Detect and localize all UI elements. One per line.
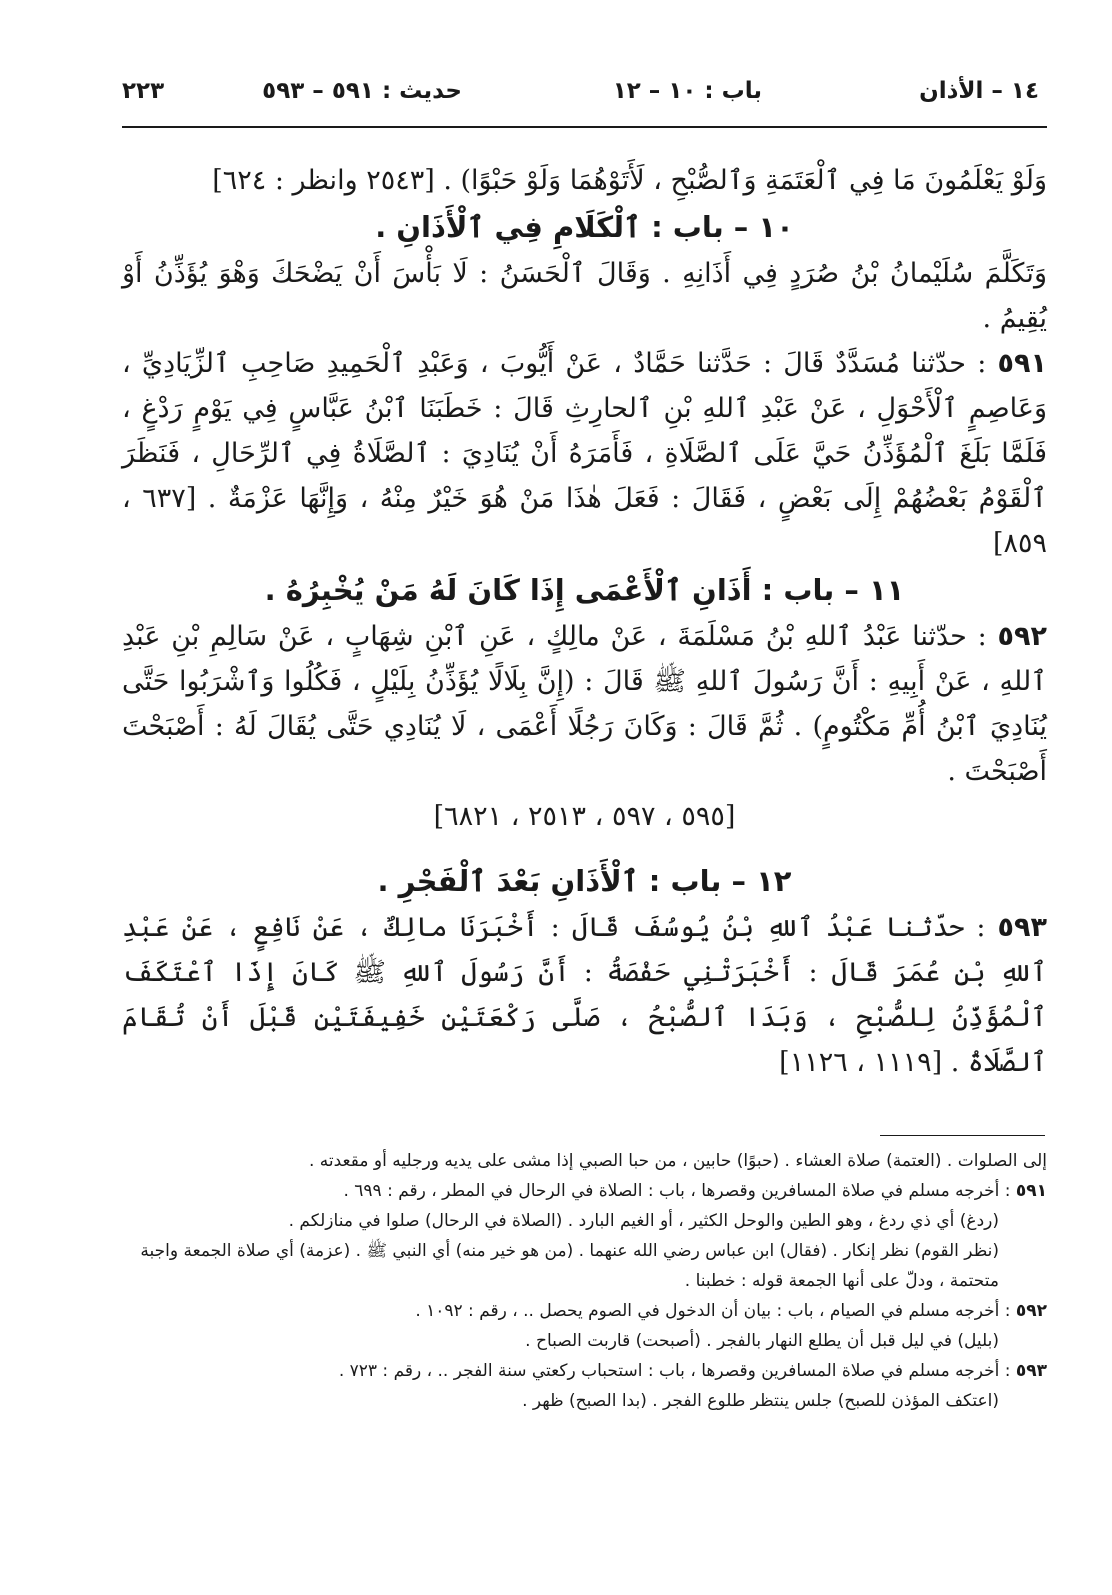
footnote-592-gloss: (بليل) في ليل قبل أن يطلع النهار بالفجر . (أصبحت) قاربت الصباح .	[525, 1331, 999, 1351]
footnote-592-text: : أخرجه مسلم في الصيام ، باب : بيان أن الدخول في الصوم يحصل .. ، رقم : ١٠٩٢ .	[415, 1301, 1011, 1321]
hadith-591-text: : حدّثنا مُسَدَّدٌ قَالَ : حَدَّثنا حَمَّادٌ ، عَنْ أَيُّوبَ ، وَعَبْدِ ٱلْحَمِيدِ صَاحِبِ ٱلزِّيَادِيِّ ، وَعَاصِمٍ ٱلْأَحْوَلِ ، عَنْ عَبْدِ ٱللهِ بْنِ ٱلحارِثِ قَالَ : خَطَبَنَا ٱبْنُ عَبَّاسٍ فِي يَوْمٍ رَدْغٍ ، فَلَمَّا بَلَغَ ٱلْمُؤَذِّنُ حَيَّ عَلَى ٱلصَّلَاةِ ، فَأَمَرَهُ أَنْ يُنَادِيَ : ٱلصَّلَاةُ فِي ٱلرِّحَالِ ، فَنَظَرَ ٱلْقَوْمُ بَعْضُهُمْ إِلَى بَعْضٍ ، فَقَالَ : فَعَلَ هٰذَا مَنْ هُوَ خَيْرٌ مِنْهُ ، وَإِنَّهَا عَزْمَةٌ . [٦٣٧ ، ٨٥٩]	[122, 348, 1048, 559]
hadith-591-number: ٥٩١	[997, 348, 1047, 379]
page-number: ٢٢٣	[122, 78, 165, 104]
footnote-593-text: : أخرجه مسلم في صلاة المسافرين وقصرها ، باب : استحباب ركعتي سنة الفجر .. ، رقم : ٧٢٣ .	[338, 1361, 1011, 1381]
footnote-line: إلى الصلوات . (العتمة) صلاة العشاء . (حبوًا) حابين ، من حبا الصبي إذا مشى على يديه ورجليه أو مقعدته .	[308, 1151, 1047, 1171]
chapter-12-heading: ١٢ – باب : ٱلْأَذَانِ بَعْدَ ٱلْفَجْرِ .	[377, 864, 792, 898]
chapter-10-intro: وَتَكَلَّمَ سُلَيْمانُ بْنُ صُرَدٍ فِي أَذَانِهِ . وَقَالَ ٱلْحَسَنُ : لَا بَأْسَ أَنْ يَضْحَكَ وَهْوَ يُؤَذِّنُ أَوْ يُقِيمُ .	[122, 258, 1047, 334]
opening-line: وَلَوْ يَعْلَمُونَ مَا فِي ٱلْعَتَمَةِ وَٱلصُّبْحِ ، لَأَتَوْهُمَا وَلَوْ حَبْوًا) . [٢٥٤٣ وانظر : ٦٢٤]	[212, 165, 1047, 196]
section-spacer	[122, 839, 1047, 857]
header-bab: باب : ١٠ – ١٢	[612, 78, 762, 104]
footnote-593-number: ٥٩٣	[1015, 1361, 1047, 1381]
hadith-591	[122, 341, 1047, 566]
footnote-divider	[880, 1135, 1045, 1136]
header-chapter: ١٤ – الأذان	[919, 78, 1039, 104]
footnote-591-gloss-1: (ردغ) أي ذي ردغ ، وهو الطين والوحل الكثير ، أو الغيم البارد . (الصلاة في الرحال) صلوا في منازلكم .	[288, 1211, 999, 1231]
running-head	[122, 72, 1047, 114]
footnote-592	[122, 1296, 1047, 1326]
hadith-592-text: : حدّثنا عَبْدُ ٱللهِ بْنُ مَسْلَمَةَ ، عَنْ مالِكٍ ، عَنِ ٱبْنِ شِهَابٍ ، عَنْ سَالِمِ بْنِ عَبْدِ ٱللهِ ، عَنْ أَبِيهِ : أَنَّ رَسُولَ ٱللهِ ﷺ قَالَ : (إِنَّ بِلَالًا يُؤَذِّنُ بِلَيْلٍ ، فَكُلُوا وَٱشْرَبُوا حَتَّى يُنَادِيَ ٱبْنُ أُمِّ مَكْتُومٍ) . ثُمَّ قَالَ : وَكَانَ رَجُلًا أَعْمَى ، لَا يُنَادِي حَتَّى يُقَالَ لَهُ : أَصْبَحْتَ أَصْبَحْتَ .	[122, 621, 1047, 787]
header-hadith: حديث : ٥٩١ – ٥٩٣	[262, 78, 462, 104]
hadith-592	[122, 614, 1047, 794]
hadith-592-refs: [٥٩٥ ، ٥٩٧ ، ٢٥١٣ ، ٦٨٢١]	[433, 801, 736, 832]
footnotes	[122, 1146, 1047, 1416]
footnote-591-gloss-2: (نظر القوم) نظر إنكار . (فقال) ابن عباس رضي الله عنهما . (من هو خير منه) أي النبي ﷺ . (عزمة) أي صلاة الجمعة واجبة متحتمة ، ودلّ على أنها الجمعة قوله : خطبنا .	[140, 1241, 999, 1291]
hadith-593-text: : حدّثنا عَبْدُ ٱللهِ بْنُ يُوسُفَ قَالَ : أَخْبَرَنَا مالِكٌ ، عَنْ نَافِعٍ ، عَنْ عَبْدِ ٱللهِ بْنِ عُمَرَ قَالَ : أَخْبَرَتْنِي حَفْصَةُ : أَنَّ رَسُولَ ٱللهِ ﷺ كَانَ إِذَا ٱعْتَكَفَ ٱلْمُؤَذِّنُ لِلصُّبْحِ ، وَبَدَا ٱلصُّبْحُ ، صَلَّى رَكْعَتَيْنِ خَفِيفَتَيْنِ قَبْلَ أَنْ تُقَامَ ٱلصَّلَاةُ . [١١١٩ ، ١١٢٦]	[122, 912, 1047, 1078]
footnote-593-gloss: (اعتكف المؤذن للصبح) جلس ينتظر طلوع الفجر . (بدا الصبح) ظهر .	[522, 1391, 999, 1411]
footnote-591-text: : أخرجه مسلم في صلاة المسافرين وقصرها ، باب : الصلاة في الرحال في المطر ، رقم : ٦٩٩ .	[343, 1181, 1011, 1201]
footnote-591-number: ٥٩١	[1015, 1181, 1047, 1201]
footnote-592-number: ٥٩٢	[1015, 1301, 1047, 1321]
footnote-593	[122, 1356, 1047, 1386]
main-text	[122, 158, 1047, 1085]
header-divider	[122, 126, 1047, 128]
hadith-592-number: ٥٩٢	[997, 621, 1047, 652]
footnote-591	[122, 1176, 1047, 1206]
chapter-11-heading: ١١ – باب : أَذَانِ ٱلْأَعْمَى إِذَا كَانَ لَهُ مَنْ يُخْبِرُهُ .	[264, 573, 905, 607]
hadith-593	[122, 905, 1047, 1085]
hadith-593-number: ٥٩٣	[997, 912, 1047, 943]
chapter-10-heading: ١٠ – باب : ٱلْكَلَامِ فِي ٱلْأَذَانِ .	[375, 210, 794, 244]
